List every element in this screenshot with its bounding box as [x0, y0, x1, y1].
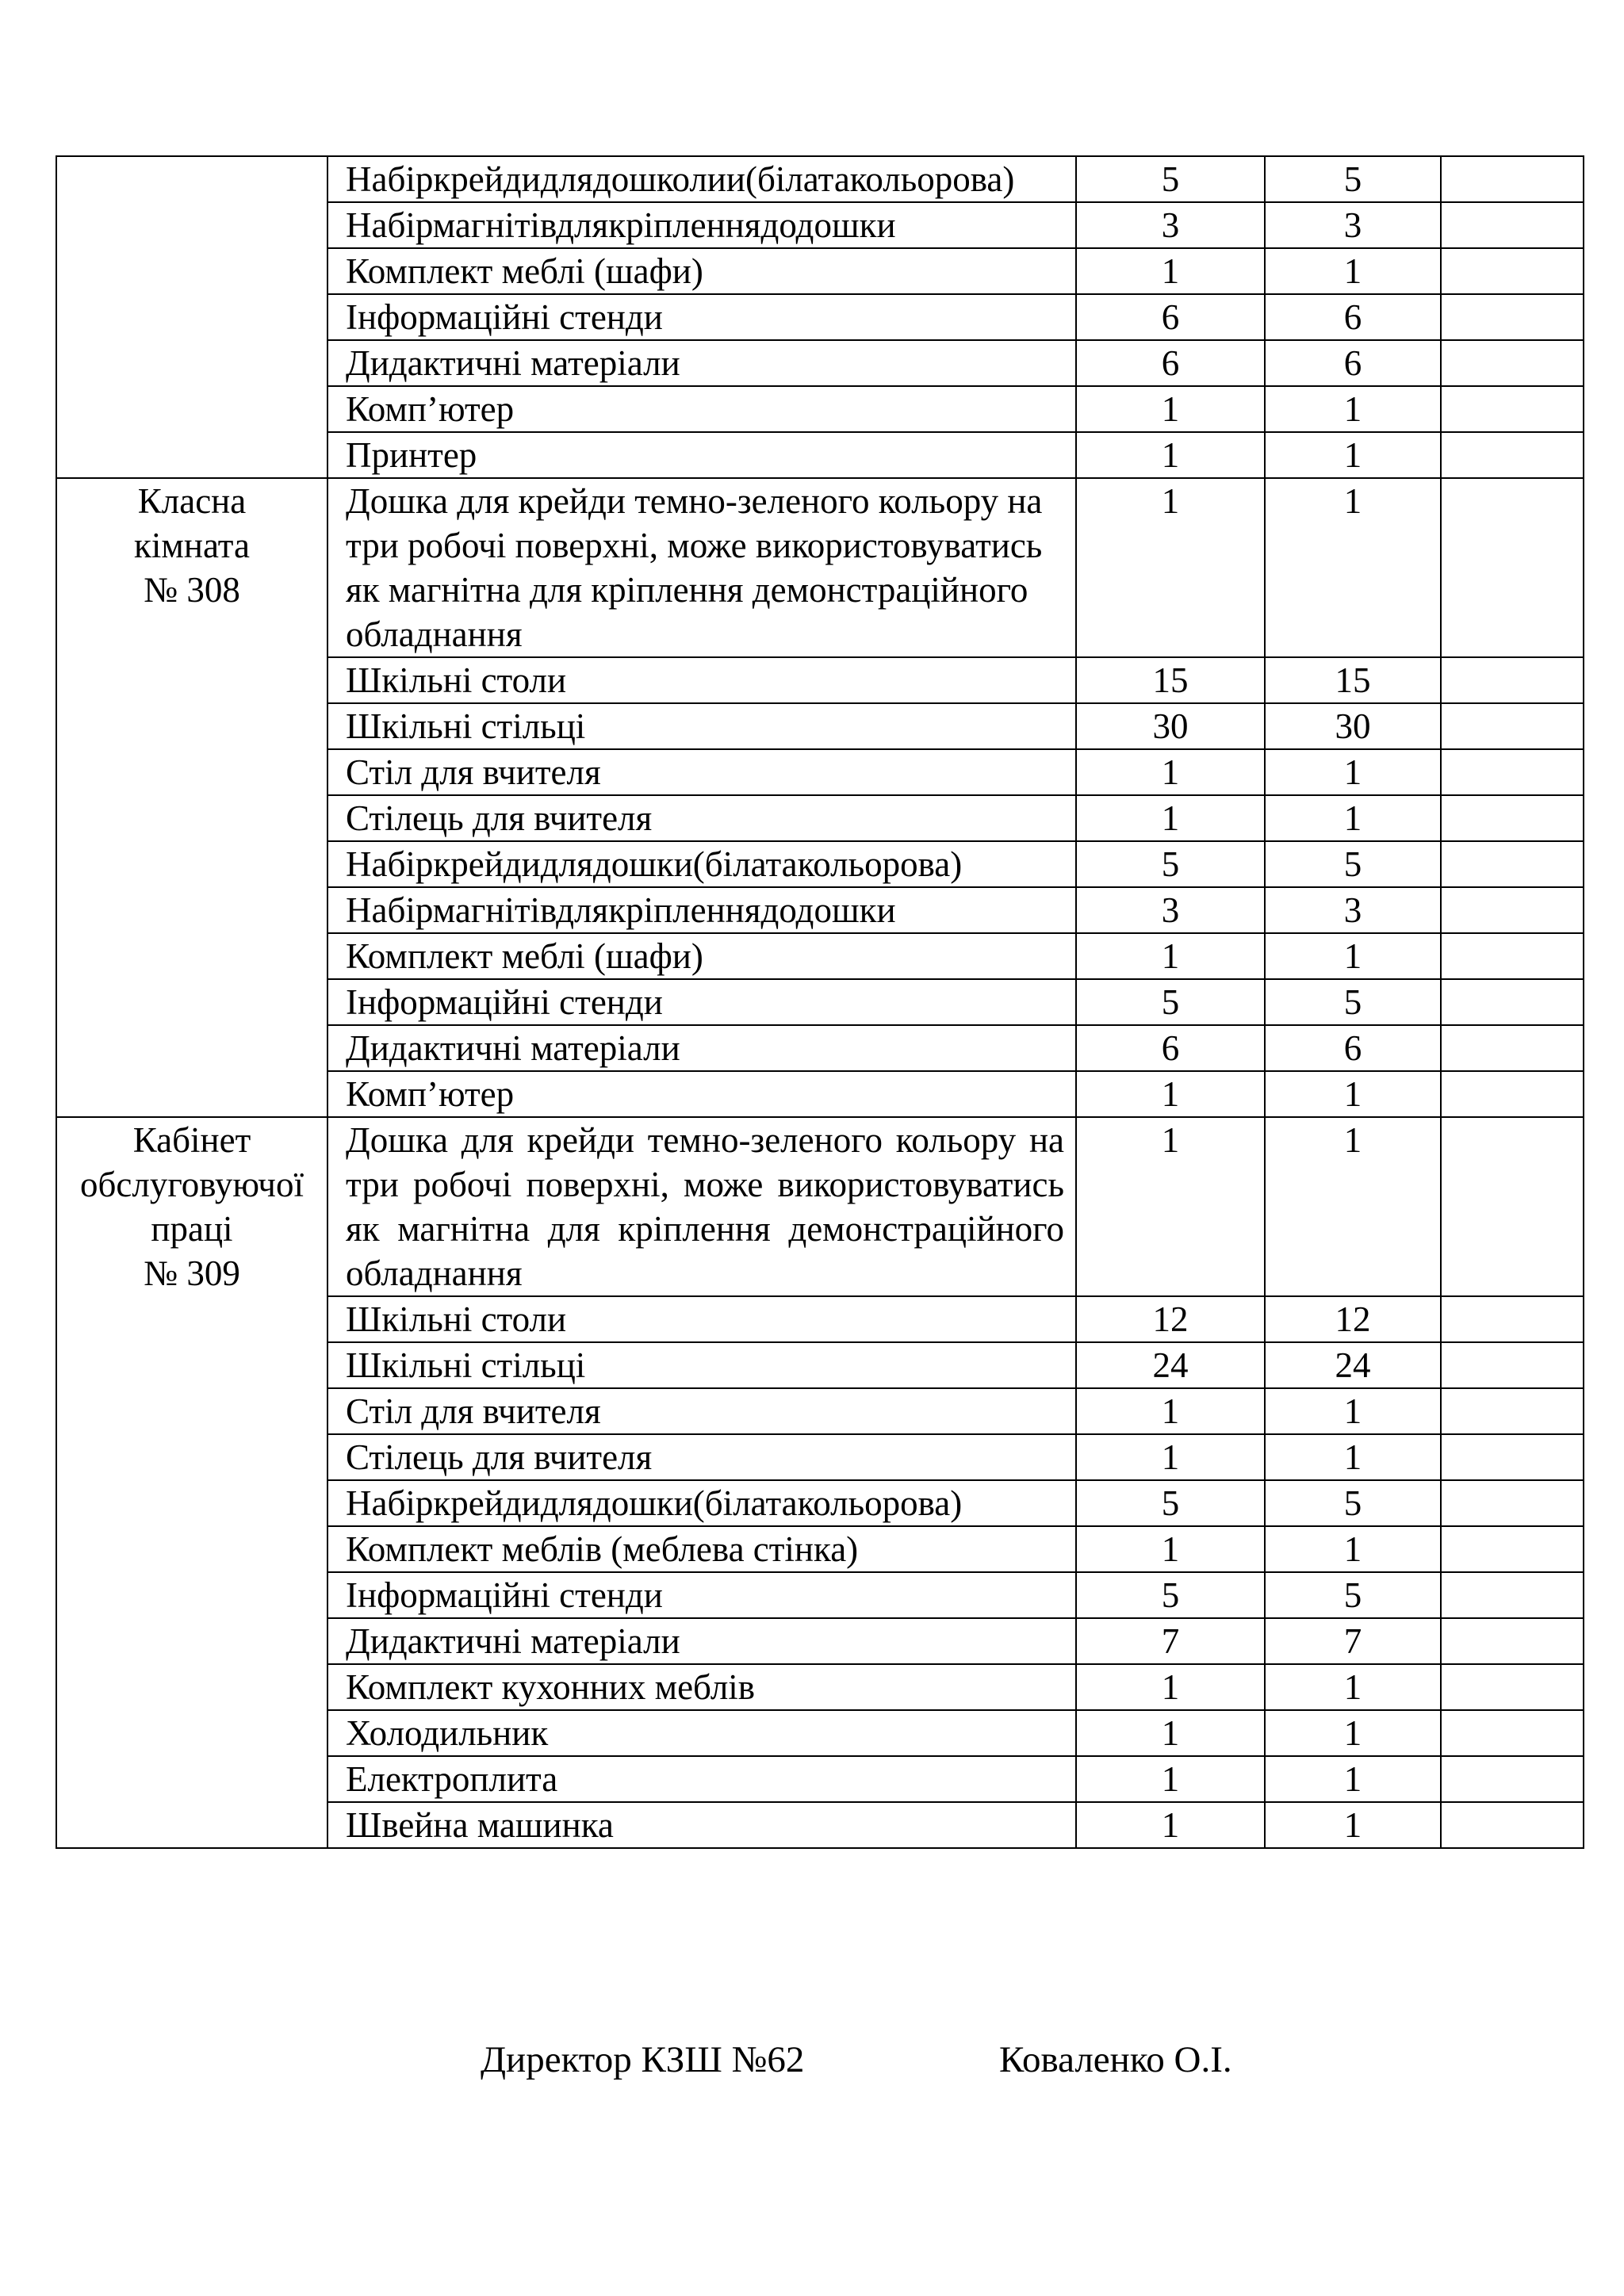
- equipment-name-cell: Комплект меблі (шафи): [327, 248, 1076, 294]
- equipment-name-cell: Стіл для вчителя: [327, 1388, 1076, 1434]
- quantity-cell: 1: [1265, 1802, 1441, 1848]
- equipment-name-cell: Набіркрейдидлядошки(білатакольорова): [327, 841, 1076, 887]
- quantity-cell: 5: [1265, 979, 1441, 1025]
- equipment-name-cell: Набіркрейдидлядошки(білатакольорова): [327, 1480, 1076, 1526]
- notes-cell: [1441, 933, 1584, 979]
- notes-cell: [1441, 1618, 1584, 1664]
- equipment-name-cell: Комплект меблі (шафи): [327, 933, 1076, 979]
- equipment-name-cell: Комп’ютер: [327, 1071, 1076, 1117]
- quantity-cell: 5: [1076, 1480, 1265, 1526]
- quantity-cell: 1: [1076, 1388, 1265, 1434]
- quantity-cell: 1: [1076, 1526, 1265, 1572]
- quantity-cell: 5: [1265, 841, 1441, 887]
- equipment-table: [56, 155, 1584, 1849]
- quantity-cell: 1: [1265, 749, 1441, 795]
- notes-cell: [1441, 1756, 1584, 1802]
- quantity-cell: 1: [1076, 1117, 1265, 1296]
- notes-cell: [1441, 887, 1584, 933]
- equipment-name-cell: Набірмагнітівдлякріпленнядодошки: [327, 887, 1076, 933]
- equipment-name-cell: Шкільні стільці: [327, 1342, 1076, 1388]
- notes-cell: [1441, 1296, 1584, 1342]
- equipment-table-body: [56, 156, 1584, 1848]
- quantity-cell: 6: [1076, 294, 1265, 340]
- quantity-cell: 5: [1076, 979, 1265, 1025]
- equipment-name-cell: Стіл для вчителя: [327, 749, 1076, 795]
- equipment-name-cell: Інформаційні стенди: [327, 294, 1076, 340]
- room-label-line: Кабінет: [132, 1120, 251, 1160]
- equipment-name-cell: Шкільні столи: [327, 1296, 1076, 1342]
- equipment-name-cell: Електроплита: [327, 1756, 1076, 1802]
- notes-cell: [1441, 1117, 1584, 1296]
- quantity-cell: 1: [1076, 1664, 1265, 1710]
- quantity-cell: 5: [1076, 1572, 1265, 1618]
- equipment-name-cell: Дошка для крейди темно-зеленого кольору на три робочі поверхні, може використовуватись як магнітна для кріплення демонстраційного обладнання: [327, 478, 1076, 657]
- quantity-cell: 1: [1265, 1117, 1441, 1296]
- notes-cell: [1441, 1071, 1584, 1117]
- quantity-cell: 6: [1076, 1025, 1265, 1071]
- quantity-cell: 1: [1265, 432, 1441, 478]
- table-row: [56, 156, 1584, 202]
- quantity-cell: 5: [1265, 1572, 1441, 1618]
- quantity-cell: 1: [1265, 1388, 1441, 1434]
- notes-cell: [1441, 386, 1584, 432]
- quantity-cell: 1: [1265, 386, 1441, 432]
- quantity-cell: 1: [1076, 1434, 1265, 1480]
- notes-cell: [1441, 202, 1584, 248]
- notes-cell: [1441, 795, 1584, 841]
- notes-cell: [1441, 841, 1584, 887]
- equipment-name-cell: Принтер: [327, 432, 1076, 478]
- notes-cell: [1441, 1710, 1584, 1756]
- quantity-cell: 1: [1076, 933, 1265, 979]
- quantity-cell: 5: [1076, 156, 1265, 202]
- quantity-cell: 30: [1076, 703, 1265, 749]
- notes-cell: [1441, 1434, 1584, 1480]
- equipment-name-cell: Швейна машинка: [327, 1802, 1076, 1848]
- equipment-name-cell: Холодильник: [327, 1710, 1076, 1756]
- equipment-name-cell: Дидактичні матеріали: [327, 340, 1076, 386]
- room-cell: [56, 156, 327, 478]
- notes-cell: [1441, 657, 1584, 703]
- quantity-cell: 1: [1265, 1664, 1441, 1710]
- room-cell: [56, 478, 327, 1117]
- notes-cell: [1441, 294, 1584, 340]
- quantity-cell: 6: [1265, 340, 1441, 386]
- equipment-name-cell: Дидактичні матеріали: [327, 1618, 1076, 1664]
- notes-cell: [1441, 749, 1584, 795]
- table-row: [56, 1117, 1584, 1296]
- equipment-name-cell: Стілець для вчителя: [327, 1434, 1076, 1480]
- signature-name: Коваленко О.І.: [999, 2039, 1232, 2080]
- quantity-cell: 1: [1265, 248, 1441, 294]
- quantity-cell: 5: [1265, 156, 1441, 202]
- notes-cell: [1441, 1526, 1584, 1572]
- quantity-cell: 3: [1076, 202, 1265, 248]
- equipment-name-cell: Набірмагнітівдлякріпленнядодошки: [327, 202, 1076, 248]
- notes-cell: [1441, 703, 1584, 749]
- room-label-line: праці: [151, 1209, 233, 1249]
- quantity-cell: 1: [1265, 478, 1441, 657]
- notes-cell: [1441, 156, 1584, 202]
- quantity-cell: 1: [1076, 478, 1265, 657]
- notes-cell: [1441, 1664, 1584, 1710]
- quantity-cell: 7: [1265, 1618, 1441, 1664]
- quantity-cell: 1: [1076, 1756, 1265, 1802]
- quantity-cell: 7: [1076, 1618, 1265, 1664]
- quantity-cell: 1: [1265, 1710, 1441, 1756]
- quantity-cell: 3: [1076, 887, 1265, 933]
- quantity-cell: 6: [1265, 1025, 1441, 1071]
- notes-cell: [1441, 1388, 1584, 1434]
- quantity-cell: 6: [1265, 294, 1441, 340]
- equipment-name-cell: Набіркрейдидлядошколии(білатакольорова): [327, 156, 1076, 202]
- notes-cell: [1441, 340, 1584, 386]
- room-cell: [56, 1117, 327, 1848]
- room-label-line: Класна: [137, 481, 247, 521]
- notes-cell: [1441, 1342, 1584, 1388]
- quantity-cell: 15: [1265, 657, 1441, 703]
- notes-cell: [1441, 478, 1584, 657]
- quantity-cell: 1: [1076, 1802, 1265, 1848]
- quantity-cell: 1: [1265, 1526, 1441, 1572]
- room-label-line: № 308: [144, 570, 240, 610]
- quantity-cell: 6: [1076, 340, 1265, 386]
- equipment-name-cell: Комплект кухонних меблів: [327, 1664, 1076, 1710]
- room-label-line: обслуговуючої: [80, 1165, 304, 1204]
- notes-cell: [1441, 1025, 1584, 1071]
- notes-cell: [1441, 1572, 1584, 1618]
- notes-cell: [1441, 1480, 1584, 1526]
- quantity-cell: 1: [1265, 933, 1441, 979]
- quantity-cell: 3: [1265, 202, 1441, 248]
- equipment-name-cell: Дошка для крейди темно-зеленого кольору на три робочі поверхні, може використовуватись як магнітна для кріплення демонстраційного обладнання: [327, 1117, 1076, 1296]
- equipment-name-cell: Шкільні стільці: [327, 703, 1076, 749]
- quantity-cell: 1: [1076, 1710, 1265, 1756]
- quantity-cell: 1: [1076, 386, 1265, 432]
- quantity-cell: 24: [1265, 1342, 1441, 1388]
- quantity-cell: 1: [1076, 432, 1265, 478]
- room-label-line: № 309: [144, 1253, 240, 1293]
- notes-cell: [1441, 248, 1584, 294]
- quantity-cell: 15: [1076, 657, 1265, 703]
- equipment-name-cell: Комп’ютер: [327, 386, 1076, 432]
- quantity-cell: 1: [1076, 248, 1265, 294]
- quantity-cell: 1: [1265, 1434, 1441, 1480]
- quantity-cell: 1: [1265, 1756, 1441, 1802]
- notes-cell: [1441, 979, 1584, 1025]
- room-label-line: кімната: [134, 526, 250, 565]
- quantity-cell: 12: [1076, 1296, 1265, 1342]
- equipment-name-cell: Комплект меблів (меблева стінка): [327, 1526, 1076, 1572]
- signature-title: Директор КЗШ №62: [481, 2039, 805, 2080]
- equipment-name-cell: Інформаційні стенди: [327, 979, 1076, 1025]
- quantity-cell: 12: [1265, 1296, 1441, 1342]
- quantity-cell: 24: [1076, 1342, 1265, 1388]
- equipment-name-cell: Шкільні столи: [327, 657, 1076, 703]
- notes-cell: [1441, 432, 1584, 478]
- notes-cell: [1441, 1802, 1584, 1848]
- equipment-name-cell: Дидактичні матеріали: [327, 1025, 1076, 1071]
- table-row: [56, 478, 1584, 657]
- quantity-cell: 1: [1265, 795, 1441, 841]
- quantity-cell: 1: [1076, 795, 1265, 841]
- equipment-name-cell: Стілець для вчителя: [327, 795, 1076, 841]
- quantity-cell: 30: [1265, 703, 1441, 749]
- equipment-name-cell: Інформаційні стенди: [327, 1572, 1076, 1618]
- quantity-cell: 5: [1076, 841, 1265, 887]
- quantity-cell: 1: [1076, 1071, 1265, 1117]
- quantity-cell: 5: [1265, 1480, 1441, 1526]
- quantity-cell: 1: [1265, 1071, 1441, 1117]
- quantity-cell: 3: [1265, 887, 1441, 933]
- quantity-cell: 1: [1076, 749, 1265, 795]
